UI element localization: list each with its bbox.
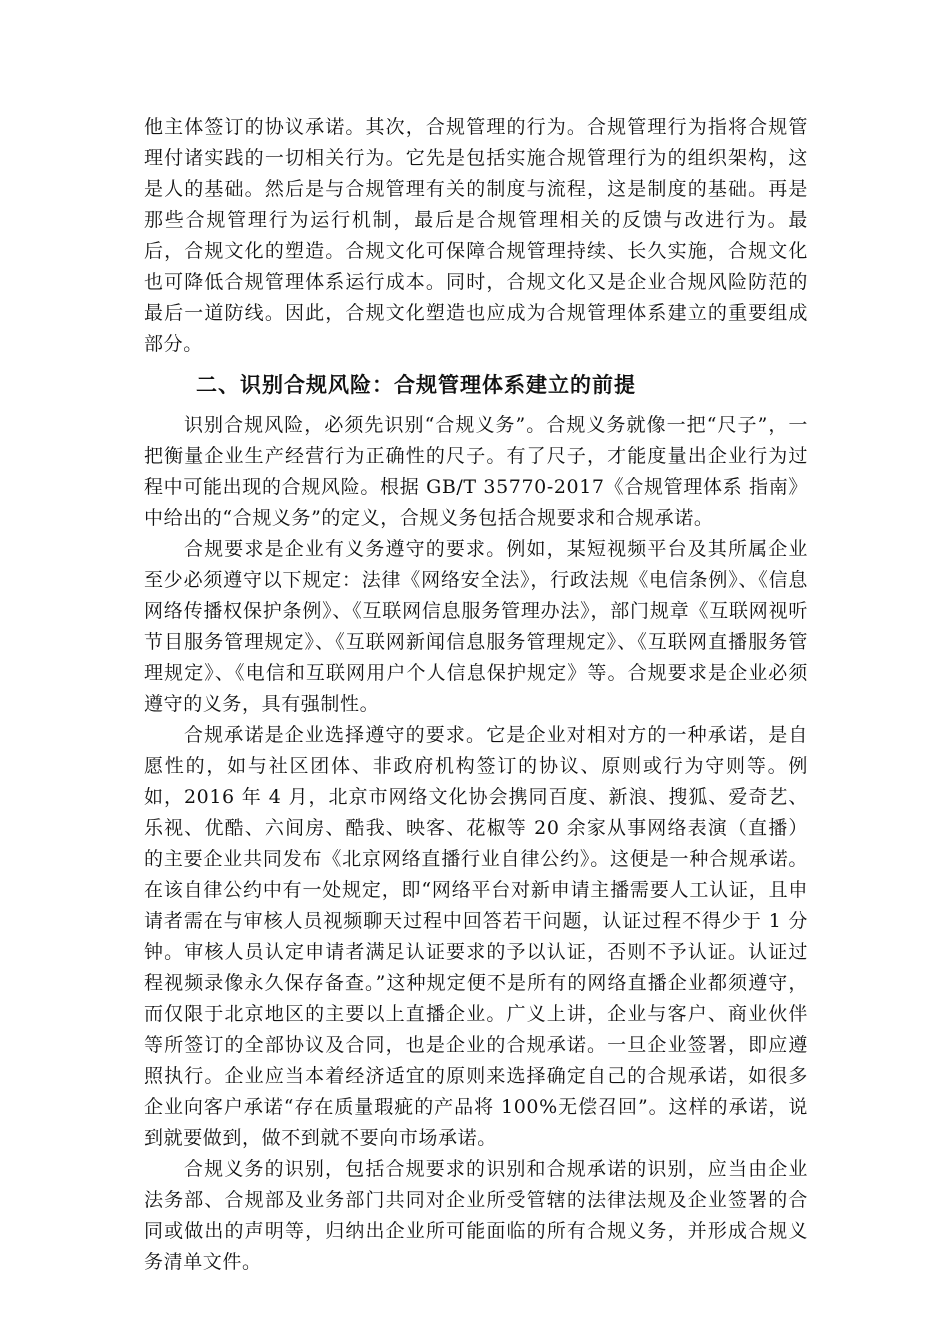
body-paragraph: 合规承诺是企业选择遵守的要求。它是企业对相对方的一种承诺，是自愿性的，如与社区团体、非政府机构签订的协议、原则或行为守则等。例如，2016 年 4 月，北京市网络文化协会携同百度、新浪、搜狐、爱奇艺、乐视、优酷、六间房、酷我、映客、花椒等 20 余家从事网络表演（直播）的主要企业共同发布《北京网络直播行业自律公约》。这便是一种合规承诺。在该自律公约中有一处规定，即“网络平台对新申请主播需要人工认证，且申请者需在与审核人员视频聊天过程中回答若干问题，认证过程不得少于 1 分钟。审核人员认定申请者满足认证要求的予以认证，否则不予认证。认证过程视频录像永久保存备查。”这种规定便不是所有的网络直播企业都须遵守，而仅限于北京地区的主要以上直播企业。广义上讲，企业与客户、商业伙伴等所签订的全部协议及合同，也是企业的合规承诺。一旦企业签署，即应遵照执行。企业应当本着经济适宜的原则来选择确定自己的合规承诺，如很多企业向客户承诺“存在质量瑕疵的产品将 100%无偿召回”。这样的承诺，说到就要做到，做不到就不要向市场承诺。 [144,724,808,1149]
body-paragraph-continued: 他主体签订的协议承诺。其次，合规管理的行为。合规管理行为指将合规管理付诸实践的一切相关行为。它先是包括实施合规管理行为的组织架构，这是人的基础。然后是与合规管理有关的制度与流程，这是制度的基础。再是那些合规管理行为运行机制，最后是合规管理相关的反馈与改进行为。最后，合规文化的塑造。合规文化可保障合规管理持续、长久实施，合规文化也可降低合规管理体系运行成本。同时，合规文化又是企业合规风险防范的最后一道防线。因此，合规文化塑造也应成为合规管理体系建立的重要组成部分。 [144,116,808,355]
body-paragraph: 合规义务的识别，包括合规要求的识别和合规承诺的识别，应当由企业法务部、合规部及业务部门共同对企业所受管辖的法律法规及企业签署的合同或做出的声明等，归纳出企业所可能面临的所有合规义务，并形成合规义务清单文件。 [144,1158,808,1273]
document-page [144,112,808,1278]
body-paragraph: 合规要求是企业有义务遵守的要求。例如，某短视频平台及其所属企业至少必须遵守以下规定：法律《网络安全法》，行政法规《电信条例》、《信息网络传播权保护条例》、《互联网信息服务管理办法》，部门规章《互联网视听节目服务管理规定》、《互联网新闻信息服务管理规定》、《互联网直播服务管理规定》、《电信和互联网用户个人信息保护规定》等。合规要求是企业必须遵守的义务，具有强制性。 [144,538,808,715]
section-heading: 二、识别合规风险：合规管理体系建立的前提 [196,372,636,397]
body-paragraph: 识别合规风险，必须先识别“合规义务”。合规义务就像一把“尺子”，一把衡量企业生产经营行为正确性的尺子。有了尺子，才能度量出企业行为过程中可能出现的合规风险。根据 GB/T 35770-2017《合规管理体系 指南》中给出的“合规义务”的定义，合规义务包括合规要求和合规承诺。 [144,414,808,529]
